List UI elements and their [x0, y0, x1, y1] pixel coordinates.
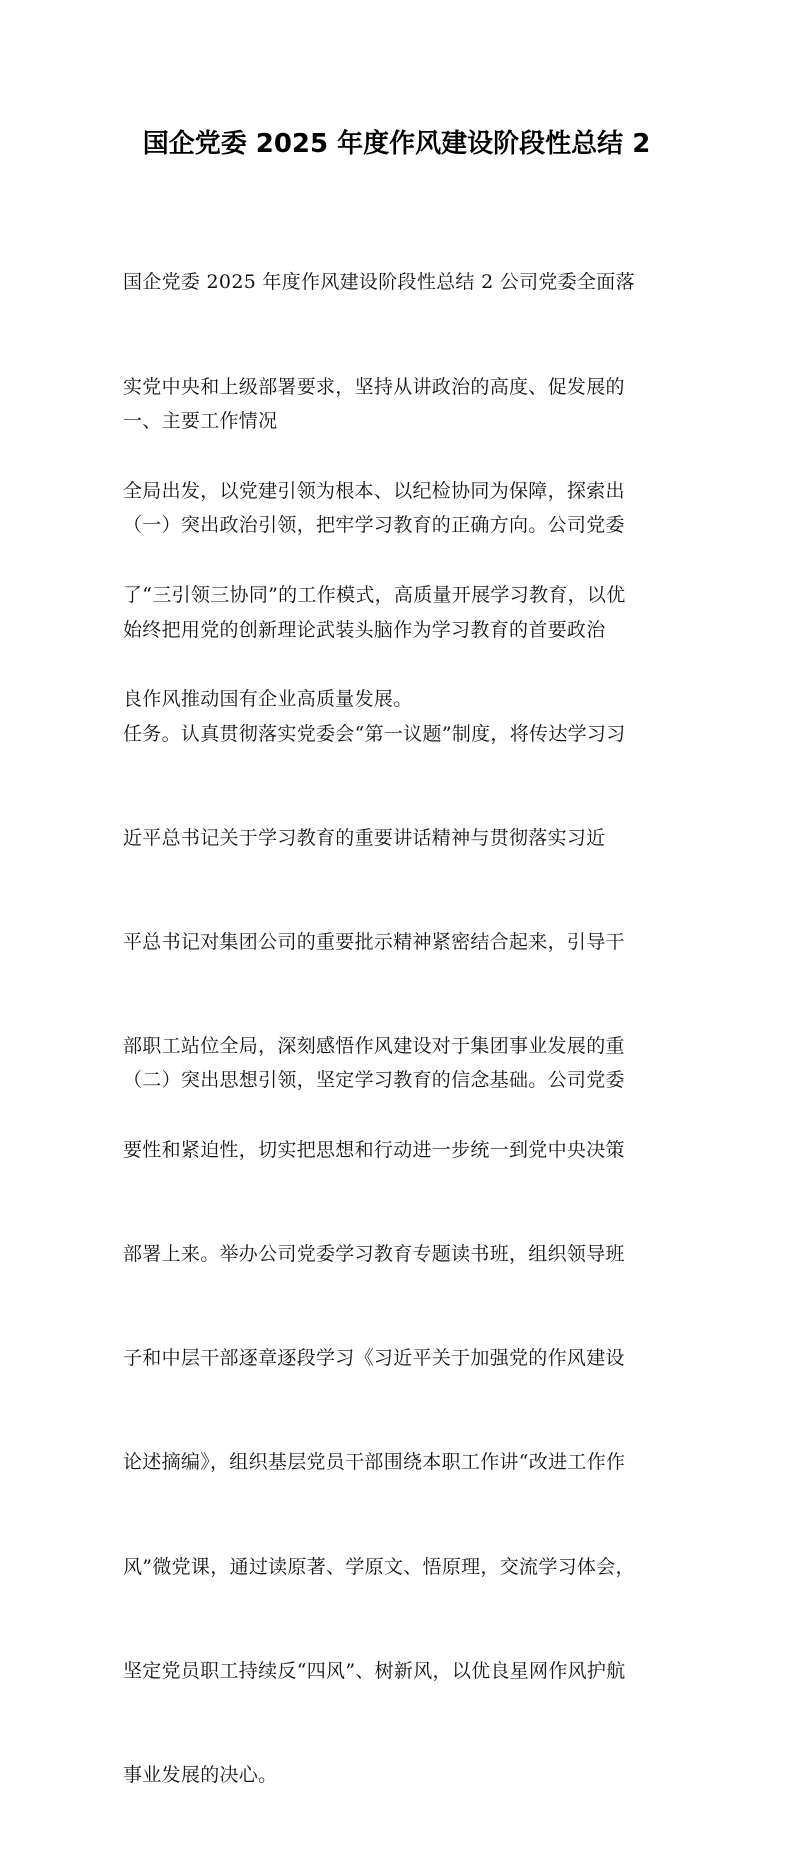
- section-two-paragraph: [123, 994, 671, 1168]
- document-title: 国企党委 2025 年度作风建设阶段性总结 2: [142, 129, 651, 159]
- text-line: 要性和紧迫性，切实把思想和行动进一步统一到党中央决策: [123, 1139, 625, 1162]
- text-line: 论述摘编》，组织基层党员干部围绕本职工作讲“改进工作作: [123, 1451, 626, 1474]
- text-line: 部职工站位全局，深刻感悟作风建设对于集团事业发展的重: [123, 1034, 625, 1057]
- text-line: 实党中央和上级部署要求，坚持从讲政治的高度、促发展的: [123, 375, 625, 398]
- text-line: 全局出发，以党建引领为根本、以纪检协同为保障，探索出: [123, 479, 625, 502]
- text-line: 风”微党课，通过读原著、学原文、悟原理，交流学习体会，: [123, 1555, 635, 1578]
- text-line: （一）突出政治引领，把牢学习教育的正确方向。公司党委: [123, 514, 625, 537]
- text-line: 始终把用党的创新理论武装头脑作为学习教育的首要政治: [123, 618, 606, 641]
- text-line: 平总书记对集团公司的重要批示精神紧密结合起来，引导干: [123, 930, 625, 953]
- text-line: 良作风推动国有企业高质量发展。: [123, 687, 413, 710]
- text-line: 部署上来。举办公司党委学习教育专题读书班，组织领导班: [123, 1243, 625, 1266]
- text-line: 近平总书记关于学习教育的重要讲话精神与贯彻落实习近: [123, 826, 606, 849]
- text-line: 任务。认真贯彻落实党委会“第一议题”制度，将传达学习习: [123, 722, 626, 745]
- text-line: 国企党委 2025 年度作风建设阶段性总结 2 公司党委全面落: [123, 271, 635, 294]
- section-heading: 一、主要工作情况: [123, 410, 278, 432]
- text-line: （二）突出思想引领，坚定学习教育的信念基础。公司党委: [123, 1069, 625, 1092]
- text-line: 坚定党员职工持续反“四风”、树新风，以优良星网作风护航: [123, 1659, 626, 1682]
- text-line: 子和中层干部逐章逐段学习《习近平关于加强党的作风建设: [123, 1347, 625, 1370]
- text-line: 了“三引领三协同”的工作模式，高质量开展学习教育，以优: [123, 583, 626, 606]
- text-line: 事业发展的决心。: [123, 1763, 278, 1786]
